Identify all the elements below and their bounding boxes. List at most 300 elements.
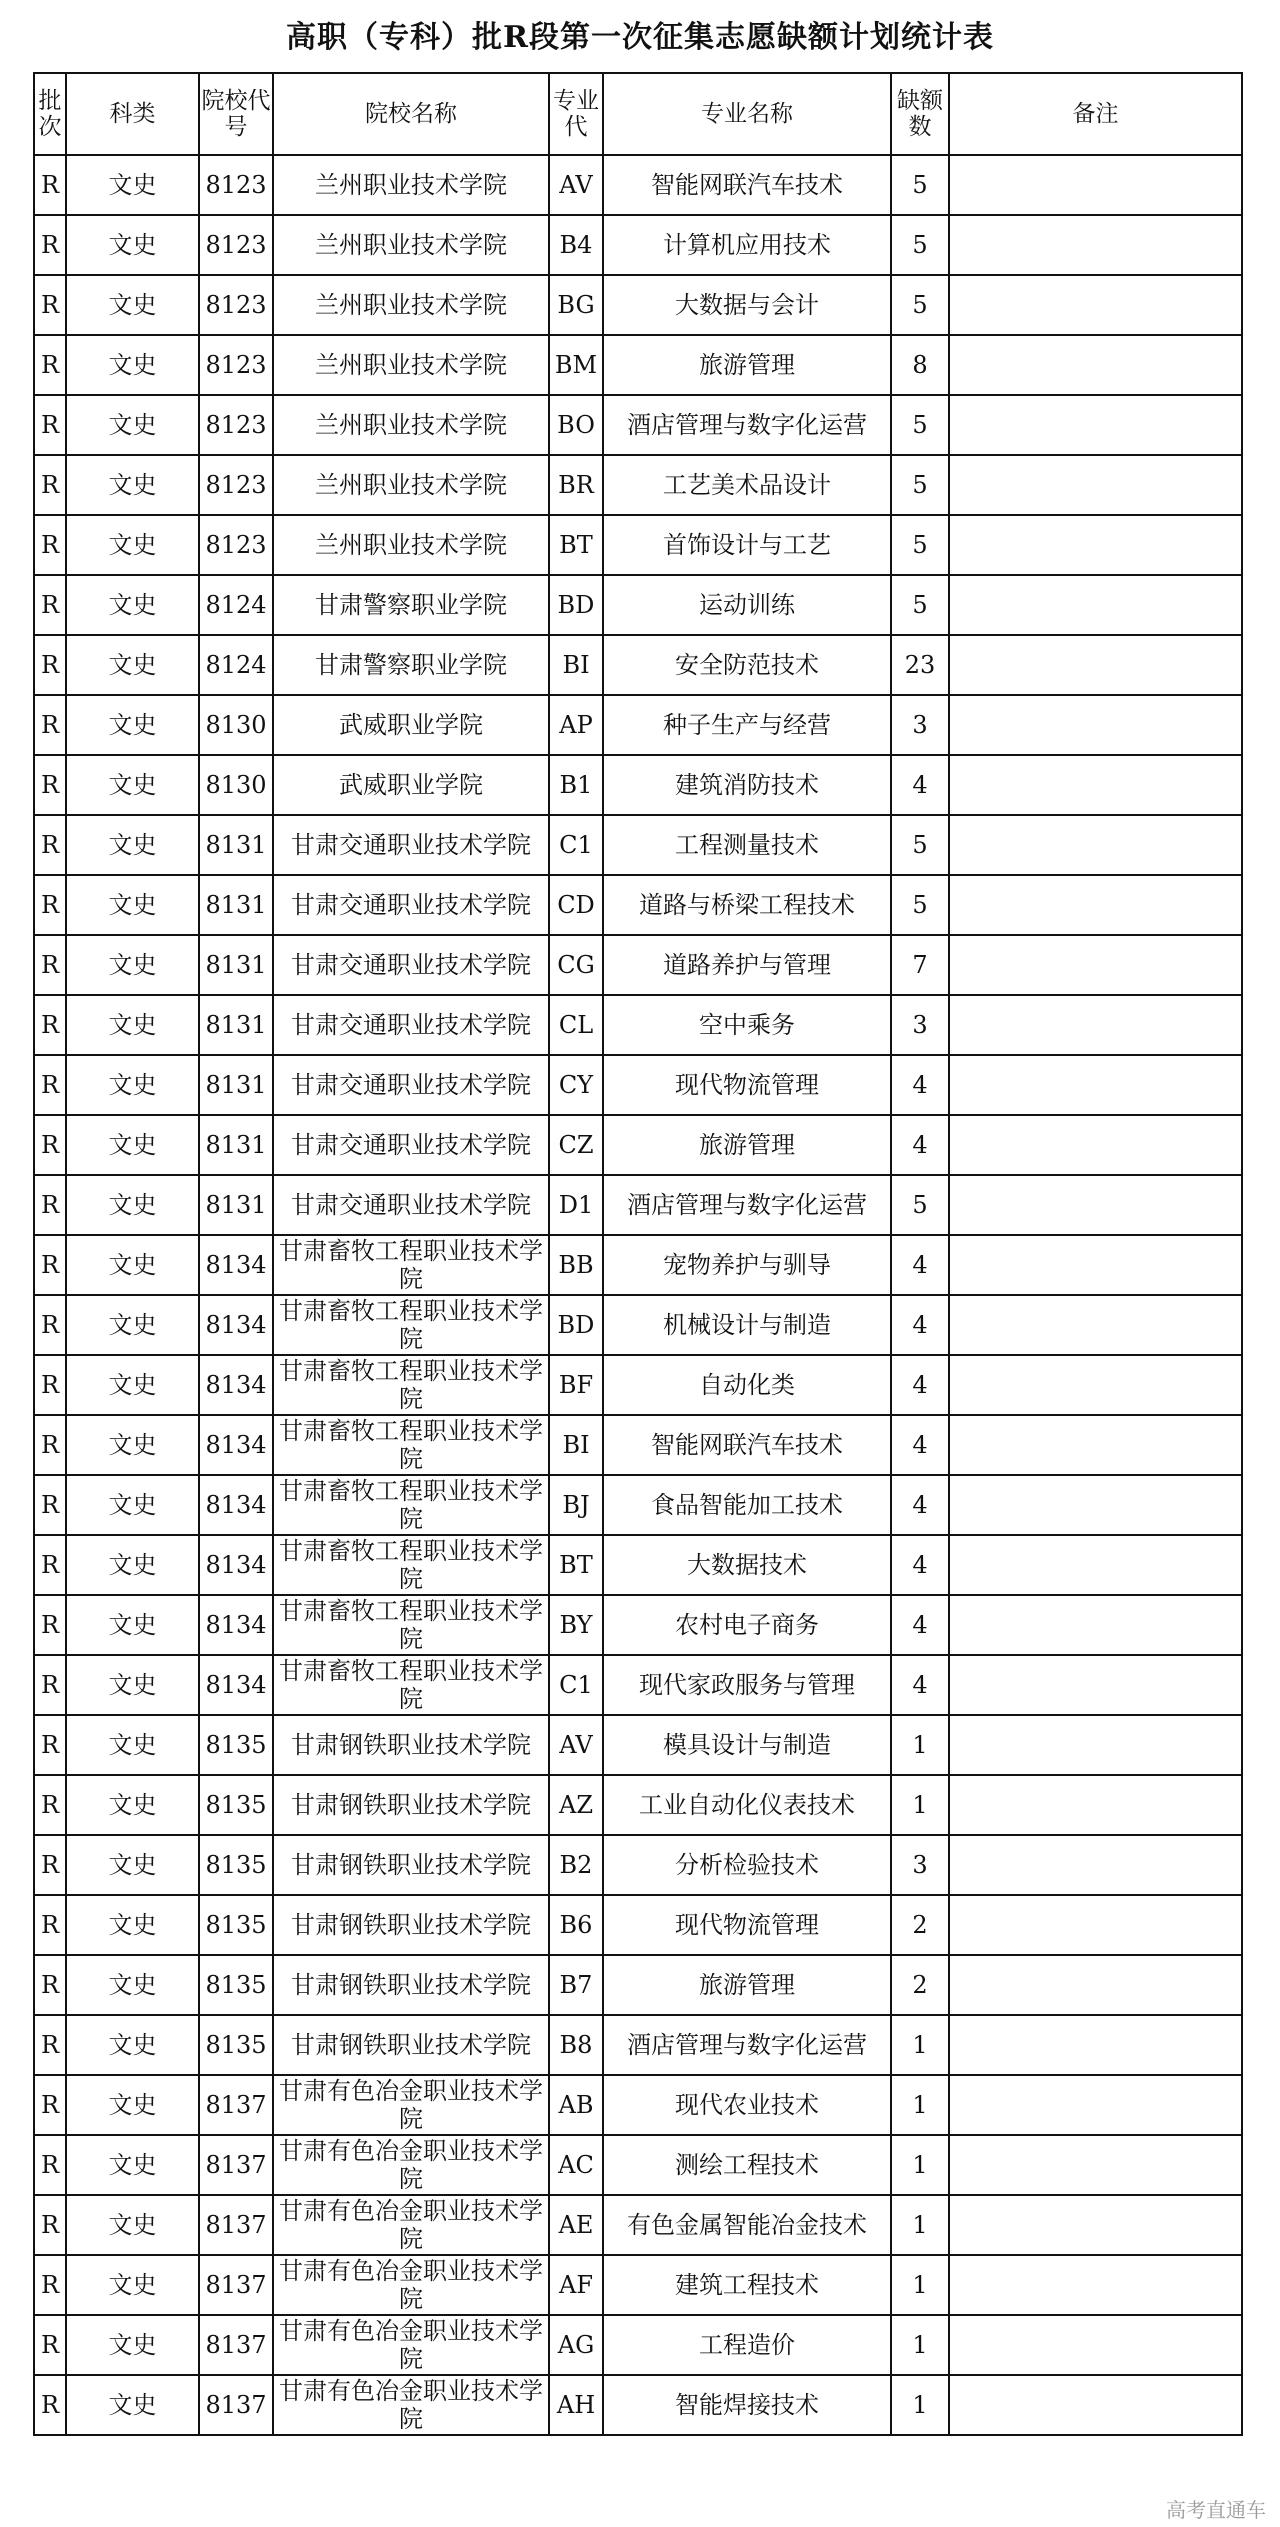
cell-vacancy: 3 (891, 1835, 949, 1895)
cell-note (949, 335, 1242, 395)
cell-major-code: B4 (549, 215, 603, 275)
cell-school-code: 8134 (199, 1415, 273, 1475)
cell-school-name: 甘肃有色冶金职业技术学院 (273, 2195, 549, 2255)
cell-note (949, 1415, 1242, 1475)
cell-major-name: 道路与桥梁工程技术 (603, 875, 891, 935)
table-row (34, 2255, 1242, 2315)
cell-major-code: AP (549, 695, 603, 755)
cell-category: 文史 (66, 1895, 199, 1955)
cell-vacancy: 7 (891, 935, 949, 995)
cell-category: 文史 (66, 2015, 199, 2075)
cell-school-name: 甘肃钢铁职业技术学院 (273, 1775, 549, 1835)
cell-vacancy: 1 (891, 1715, 949, 1775)
cell-major-name: 机械设计与制造 (603, 1295, 891, 1355)
cell-major-code: AZ (549, 1775, 603, 1835)
table-row (34, 335, 1242, 395)
cell-vacancy: 4 (891, 1535, 949, 1595)
cell-major-code: BO (549, 395, 603, 455)
cell-vacancy: 4 (891, 1475, 949, 1535)
cell-school-code: 8135 (199, 1955, 273, 2015)
cell-vacancy: 1 (891, 2075, 949, 2135)
cell-major-name: 酒店管理与数字化运营 (603, 2015, 891, 2075)
cell-school-name: 甘肃警察职业学院 (273, 575, 549, 635)
cell-school-name: 甘肃交通职业技术学院 (273, 1055, 549, 1115)
cell-vacancy: 4 (891, 1355, 949, 1415)
cell-note (949, 455, 1242, 515)
cell-batch: R (34, 815, 66, 875)
cell-category: 文史 (66, 275, 199, 335)
cell-note (949, 2015, 1242, 2075)
cell-category: 文史 (66, 2375, 199, 2435)
cell-school-code: 8137 (199, 2255, 273, 2315)
cell-major-code: AH (549, 2375, 603, 2435)
table-row (34, 1595, 1242, 1655)
table-row (34, 2075, 1242, 2135)
cell-school-code: 8135 (199, 1775, 273, 1835)
cell-category: 文史 (66, 1595, 199, 1655)
cell-school-code: 8131 (199, 1115, 273, 1175)
cell-major-name: 分析检验技术 (603, 1835, 891, 1895)
cell-school-code: 8135 (199, 1715, 273, 1775)
cell-batch: R (34, 2255, 66, 2315)
cell-major-code: CD (549, 875, 603, 935)
cell-major-code: BD (549, 575, 603, 635)
cell-major-code: BI (549, 1415, 603, 1475)
table-row (34, 575, 1242, 635)
cell-category: 文史 (66, 515, 199, 575)
cell-vacancy: 5 (891, 215, 949, 275)
cell-major-name: 模具设计与制造 (603, 1715, 891, 1775)
cell-category: 文史 (66, 1355, 199, 1415)
cell-batch: R (34, 575, 66, 635)
header-major-name: 专业名称 (603, 73, 891, 155)
cell-major-name: 旅游管理 (603, 335, 891, 395)
cell-vacancy: 1 (891, 1775, 949, 1835)
cell-major-name: 现代家政服务与管理 (603, 1655, 891, 1715)
cell-note (949, 2075, 1242, 2135)
table-body (34, 155, 1242, 2435)
cell-school-name: 武威职业学院 (273, 695, 549, 755)
cell-school-code: 8134 (199, 1535, 273, 1595)
cell-note (949, 2315, 1242, 2375)
cell-note (949, 875, 1242, 935)
cell-batch: R (34, 1295, 66, 1355)
header-major-code: 专业代 (549, 73, 603, 155)
cell-note (949, 1775, 1242, 1835)
cell-major-name: 旅游管理 (603, 1955, 891, 2015)
table-row (34, 695, 1242, 755)
cell-vacancy: 5 (891, 1175, 949, 1235)
cell-note (949, 815, 1242, 875)
header-school-name: 院校名称 (273, 73, 549, 155)
cell-note (949, 1955, 1242, 2015)
cell-batch: R (34, 1415, 66, 1475)
cell-vacancy: 1 (891, 2135, 949, 2195)
cell-batch: R (34, 1055, 66, 1115)
cell-major-code: BR (549, 455, 603, 515)
cell-school-code: 8123 (199, 155, 273, 215)
cell-category: 文史 (66, 1535, 199, 1595)
cell-note (949, 1295, 1242, 1355)
cell-major-name: 大数据与会计 (603, 275, 891, 335)
cell-category: 文史 (66, 2255, 199, 2315)
cell-vacancy: 3 (891, 995, 949, 1055)
cell-major-code: B8 (549, 2015, 603, 2075)
table-row (34, 1895, 1242, 1955)
cell-major-code: AF (549, 2255, 603, 2315)
cell-major-code: AB (549, 2075, 603, 2135)
cell-major-code: BG (549, 275, 603, 335)
table-row (34, 1235, 1242, 1295)
cell-category: 文史 (66, 755, 199, 815)
cell-school-code: 8123 (199, 515, 273, 575)
cell-vacancy: 8 (891, 335, 949, 395)
cell-vacancy: 5 (891, 275, 949, 335)
table-row (34, 1415, 1242, 1475)
cell-school-code: 8137 (199, 2075, 273, 2135)
table-row (34, 635, 1242, 695)
cell-category: 文史 (66, 1775, 199, 1835)
cell-major-code: BD (549, 1295, 603, 1355)
cell-note (949, 1895, 1242, 1955)
cell-batch: R (34, 2015, 66, 2075)
cell-school-code: 8134 (199, 1235, 273, 1295)
cell-school-name: 甘肃畜牧工程职业技术学院 (273, 1415, 549, 1475)
cell-vacancy: 4 (891, 1655, 949, 1715)
header-school-code: 院校代号 (199, 73, 273, 155)
cell-school-code: 8137 (199, 2375, 273, 2435)
cell-note (949, 215, 1242, 275)
cell-major-code: BT (549, 1535, 603, 1595)
cell-category: 文史 (66, 1235, 199, 1295)
cell-category: 文史 (66, 1115, 199, 1175)
cell-category: 文史 (66, 635, 199, 695)
cell-category: 文史 (66, 155, 199, 215)
cell-school-code: 8124 (199, 575, 273, 635)
page-title: 高职（专科）批R段第一次征集志愿缺额计划统计表 (286, 20, 994, 55)
cell-note (949, 1535, 1242, 1595)
table-row (34, 2135, 1242, 2195)
cell-school-code: 8135 (199, 1835, 273, 1895)
cell-major-code: BM (549, 335, 603, 395)
cell-note (949, 2375, 1242, 2435)
cell-note (949, 2255, 1242, 2315)
cell-school-name: 甘肃交通职业技术学院 (273, 935, 549, 995)
cell-note (949, 635, 1242, 695)
cell-major-name: 道路养护与管理 (603, 935, 891, 995)
cell-school-name: 兰州职业技术学院 (273, 515, 549, 575)
cell-vacancy: 4 (891, 1115, 949, 1175)
cell-batch: R (34, 1355, 66, 1415)
cell-major-name: 测绘工程技术 (603, 2135, 891, 2195)
cell-school-name: 甘肃有色冶金职业技术学院 (273, 2315, 549, 2375)
cell-batch: R (34, 995, 66, 1055)
cell-school-name: 甘肃畜牧工程职业技术学院 (273, 1355, 549, 1415)
cell-batch: R (34, 635, 66, 695)
cell-major-code: BY (549, 1595, 603, 1655)
cell-school-name: 兰州职业技术学院 (273, 215, 549, 275)
table-row (34, 1835, 1242, 1895)
cell-category: 文史 (66, 935, 199, 995)
cell-school-code: 8134 (199, 1475, 273, 1535)
cell-vacancy: 4 (891, 1055, 949, 1115)
cell-category: 文史 (66, 335, 199, 395)
cell-major-name: 酒店管理与数字化运营 (603, 395, 891, 455)
cell-note (949, 1115, 1242, 1175)
table-row (34, 875, 1242, 935)
cell-vacancy: 5 (891, 455, 949, 515)
header-note: 备注 (949, 73, 1242, 155)
table-row (34, 515, 1242, 575)
cell-batch: R (34, 935, 66, 995)
cell-major-name: 种子生产与经营 (603, 695, 891, 755)
cell-school-code: 8131 (199, 995, 273, 1055)
cell-school-code: 8137 (199, 2195, 273, 2255)
cell-vacancy: 4 (891, 1415, 949, 1475)
cell-major-name: 旅游管理 (603, 1115, 891, 1175)
cell-batch: R (34, 1175, 66, 1235)
cell-school-code: 8137 (199, 2135, 273, 2195)
table-row (34, 935, 1242, 995)
cell-batch: R (34, 1775, 66, 1835)
cell-school-name: 甘肃钢铁职业技术学院 (273, 2015, 549, 2075)
cell-batch: R (34, 875, 66, 935)
cell-batch: R (34, 215, 66, 275)
cell-major-code: B6 (549, 1895, 603, 1955)
cell-school-code: 8135 (199, 1895, 273, 1955)
cell-school-name: 甘肃畜牧工程职业技术学院 (273, 1655, 549, 1715)
cell-vacancy: 2 (891, 1955, 949, 2015)
cell-major-code: B2 (549, 1835, 603, 1895)
cell-note (949, 995, 1242, 1055)
cell-vacancy: 23 (891, 635, 949, 695)
cell-major-code: BF (549, 1355, 603, 1415)
cell-category: 文史 (66, 395, 199, 455)
cell-major-name: 工艺美术品设计 (603, 455, 891, 515)
cell-vacancy: 5 (891, 515, 949, 575)
cell-major-name: 有色金属智能冶金技术 (603, 2195, 891, 2255)
cell-major-name: 工业自动化仪表技术 (603, 1775, 891, 1835)
cell-major-name: 工程造价 (603, 2315, 891, 2375)
cell-note (949, 575, 1242, 635)
cell-category: 文史 (66, 1955, 199, 2015)
cell-major-code: C1 (549, 1655, 603, 1715)
cell-vacancy: 4 (891, 1295, 949, 1355)
cell-major-code: CG (549, 935, 603, 995)
cell-vacancy: 4 (891, 1595, 949, 1655)
cell-major-code: CZ (549, 1115, 603, 1175)
cell-school-name: 兰州职业技术学院 (273, 335, 549, 395)
header-row (34, 73, 1242, 155)
cell-school-code: 8131 (199, 1055, 273, 1115)
cell-school-name: 甘肃钢铁职业技术学院 (273, 1955, 549, 2015)
cell-school-code: 8135 (199, 2015, 273, 2075)
cell-batch: R (34, 455, 66, 515)
cell-category: 文史 (66, 1835, 199, 1895)
cell-major-code: AV (549, 155, 603, 215)
cell-note (949, 275, 1242, 335)
cell-batch: R (34, 1115, 66, 1175)
cell-batch: R (34, 1475, 66, 1535)
cell-category: 文史 (66, 215, 199, 275)
cell-major-code: BT (549, 515, 603, 575)
table-row (34, 2375, 1242, 2435)
cell-category: 文史 (66, 2075, 199, 2135)
cell-note (949, 1655, 1242, 1715)
cell-major-name: 首饰设计与工艺 (603, 515, 891, 575)
cell-major-code: BI (549, 635, 603, 695)
cell-vacancy: 3 (891, 695, 949, 755)
cell-category: 文史 (66, 575, 199, 635)
cell-school-code: 8134 (199, 1295, 273, 1355)
cell-school-name: 甘肃警察职业学院 (273, 635, 549, 695)
table-row (34, 2015, 1242, 2075)
cell-school-code: 8123 (199, 395, 273, 455)
cell-major-code: CL (549, 995, 603, 1055)
cell-school-code: 8123 (199, 215, 273, 275)
table-row (34, 1175, 1242, 1235)
cell-major-name: 现代农业技术 (603, 2075, 891, 2135)
cell-major-name: 工程测量技术 (603, 815, 891, 875)
cell-vacancy: 1 (891, 2315, 949, 2375)
cell-school-code: 8130 (199, 695, 273, 755)
cell-category: 文史 (66, 815, 199, 875)
table-row (34, 2195, 1242, 2255)
cell-major-code: BB (549, 1235, 603, 1295)
cell-vacancy: 1 (891, 2195, 949, 2255)
cell-note (949, 155, 1242, 215)
cell-school-name: 甘肃畜牧工程职业技术学院 (273, 1595, 549, 1655)
cell-vacancy: 5 (891, 875, 949, 935)
cell-school-code: 8134 (199, 1655, 273, 1715)
watermark: 高考直通车 (1166, 2498, 1266, 2522)
table-row (34, 215, 1242, 275)
header-batch: 批次 (34, 73, 66, 155)
cell-school-name: 甘肃交通职业技术学院 (273, 815, 549, 875)
table-row (34, 1955, 1242, 2015)
cell-school-name: 兰州职业技术学院 (273, 455, 549, 515)
cell-batch: R (34, 755, 66, 815)
cell-category: 文史 (66, 695, 199, 755)
cell-school-code: 8131 (199, 875, 273, 935)
cell-major-code: B7 (549, 1955, 603, 2015)
cell-school-name: 甘肃有色冶金职业技术学院 (273, 2255, 549, 2315)
cell-batch: R (34, 1895, 66, 1955)
cell-batch: R (34, 515, 66, 575)
cell-category: 文史 (66, 1175, 199, 1235)
cell-major-name: 智能网联汽车技术 (603, 1415, 891, 1475)
cell-note (949, 395, 1242, 455)
cell-batch: R (34, 2375, 66, 2435)
cell-school-name: 甘肃交通职业技术学院 (273, 875, 549, 935)
cell-batch: R (34, 1595, 66, 1655)
cell-school-name: 甘肃有色冶金职业技术学院 (273, 2135, 549, 2195)
cell-school-code: 8123 (199, 455, 273, 515)
cell-note (949, 755, 1242, 815)
cell-batch: R (34, 335, 66, 395)
cell-note (949, 2135, 1242, 2195)
cell-major-name: 宠物养护与驯导 (603, 1235, 891, 1295)
cell-major-name: 空中乘务 (603, 995, 891, 1055)
cell-vacancy: 5 (891, 575, 949, 635)
cell-batch: R (34, 1655, 66, 1715)
table-row (34, 1475, 1242, 1535)
cell-school-name: 甘肃交通职业技术学院 (273, 1175, 549, 1235)
cell-school-name: 兰州职业技术学院 (273, 155, 549, 215)
cell-school-name: 甘肃钢铁职业技术学院 (273, 1895, 549, 1955)
cell-batch: R (34, 1955, 66, 2015)
cell-school-name: 甘肃钢铁职业技术学院 (273, 1835, 549, 1895)
cell-major-name: 智能焊接技术 (603, 2375, 891, 2435)
cell-vacancy: 2 (891, 1895, 949, 1955)
cell-batch: R (34, 1235, 66, 1295)
cell-note (949, 1355, 1242, 1415)
cell-batch: R (34, 155, 66, 215)
table-row (34, 1115, 1242, 1175)
table-row (34, 275, 1242, 335)
cell-major-code: B1 (549, 755, 603, 815)
table-row (34, 1355, 1242, 1415)
cell-vacancy: 5 (891, 395, 949, 455)
cell-note (949, 1235, 1242, 1295)
cell-category: 文史 (66, 2135, 199, 2195)
cell-note (949, 1175, 1242, 1235)
cell-batch: R (34, 2135, 66, 2195)
cell-note (949, 1595, 1242, 1655)
cell-school-code: 8131 (199, 815, 273, 875)
cell-major-code: AV (549, 1715, 603, 1775)
header-vacancy: 缺额数 (891, 73, 949, 155)
cell-category: 文史 (66, 1415, 199, 1475)
cell-school-name: 兰州职业技术学院 (273, 275, 549, 335)
cell-note (949, 515, 1242, 575)
cell-major-name: 大数据技术 (603, 1535, 891, 1595)
cell-school-name: 兰州职业技术学院 (273, 395, 549, 455)
cell-category: 文史 (66, 1475, 199, 1535)
cell-school-code: 8134 (199, 1595, 273, 1655)
cell-school-code: 8137 (199, 2315, 273, 2375)
cell-school-code: 8123 (199, 335, 273, 395)
table-row (34, 455, 1242, 515)
cell-batch: R (34, 1715, 66, 1775)
cell-major-code: BJ (549, 1475, 603, 1535)
cell-note (949, 1715, 1242, 1775)
cell-vacancy: 1 (891, 2255, 949, 2315)
cell-school-name: 甘肃交通职业技术学院 (273, 995, 549, 1055)
cell-note (949, 935, 1242, 995)
cell-category: 文史 (66, 1295, 199, 1355)
cell-school-code: 8134 (199, 1355, 273, 1415)
cell-major-code: AE (549, 2195, 603, 2255)
cell-vacancy: 1 (891, 2015, 949, 2075)
table-row (34, 1715, 1242, 1775)
cell-major-code: D1 (549, 1175, 603, 1235)
cell-vacancy: 1 (891, 2375, 949, 2435)
cell-major-name: 现代物流管理 (603, 1895, 891, 1955)
cell-vacancy: 5 (891, 815, 949, 875)
vacancy-table (33, 72, 1243, 2436)
cell-batch: R (34, 2315, 66, 2375)
cell-major-name: 安全防范技术 (603, 635, 891, 695)
cell-note (949, 1835, 1242, 1895)
cell-school-code: 8124 (199, 635, 273, 695)
cell-category: 文史 (66, 875, 199, 935)
cell-school-code: 8123 (199, 275, 273, 335)
cell-school-name: 甘肃有色冶金职业技术学院 (273, 2075, 549, 2135)
table-row (34, 755, 1242, 815)
cell-category: 文史 (66, 455, 199, 515)
header-category: 科类 (66, 73, 199, 155)
